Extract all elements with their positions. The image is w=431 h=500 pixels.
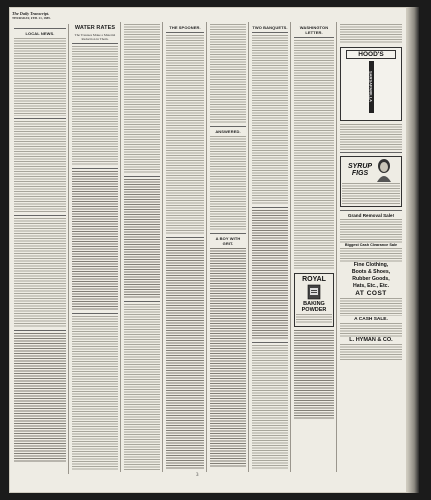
syrup-ad-line2: FIGS — [351, 170, 369, 177]
store-ad-line2: Biggest Cash Clearance Sale — [344, 243, 398, 247]
column-2-subhead: The Trustees Make a Material Reduction in Them. — [74, 33, 116, 41]
royal-ad-line2: BAKING — [303, 301, 325, 307]
store-ad-line7: AT COST — [355, 290, 387, 297]
article-text — [210, 136, 246, 231]
column-7-headline: WASHINGTON LETTER. — [299, 25, 329, 35]
article-text — [294, 330, 334, 420]
article-text — [252, 35, 288, 205]
article-text — [72, 316, 118, 470]
article-text — [124, 179, 160, 299]
girl-portrait-icon — [374, 158, 394, 182]
article-text — [210, 248, 246, 468]
page-edge-shadow — [407, 7, 419, 493]
syrup-ad-line1: SYRUP — [347, 163, 373, 170]
store-ad-line3: Fine Clothing, — [353, 262, 389, 268]
column-6-headline: TWO BANQUETS. — [252, 25, 288, 30]
divider — [14, 118, 66, 119]
royal-ad-line1: ROYAL — [302, 276, 326, 283]
column-4-headline: THE SPOONER. — [169, 25, 201, 30]
article-text — [252, 345, 288, 470]
royal-baking-powder-ad — [294, 273, 334, 327]
store-ad-line5: Rubber Goods, — [352, 276, 390, 282]
removal-sale-ad — [340, 213, 402, 360]
ad-text — [342, 183, 400, 205]
page-number: 3 — [196, 473, 199, 478]
column-2-headline: WATER RATES — [74, 25, 116, 31]
column-2 — [70, 22, 121, 472]
paper-name: The Daily Transcript. — [12, 11, 50, 16]
article-text — [166, 240, 204, 470]
store-ad-line4: Boots & Shoes, — [351, 269, 391, 275]
ad-text — [340, 124, 402, 150]
royal-baking-can-icon — [296, 284, 332, 300]
column-3 — [122, 22, 163, 472]
store-ad-line9: L. HYMAN & CO. — [349, 337, 393, 343]
column-5 — [208, 22, 249, 472]
hoods-ad-brand: HOOD'S — [346, 50, 396, 59]
divider — [166, 237, 204, 238]
ad-text — [340, 298, 402, 316]
article-text — [14, 333, 66, 463]
ad-text — [340, 323, 402, 337]
divider — [72, 313, 118, 314]
column-1 — [12, 24, 69, 474]
column-6 — [250, 22, 291, 472]
divider — [124, 301, 160, 302]
ad-text — [340, 24, 402, 44]
article-text — [166, 35, 204, 235]
article-text — [14, 38, 66, 116]
article-text — [124, 304, 160, 470]
column-8-ads — [338, 22, 404, 472]
article-text — [294, 40, 334, 270]
masthead-rule — [14, 28, 66, 29]
column-1-headline: LOCAL NEWS. — [25, 31, 55, 36]
divider — [14, 330, 66, 331]
article-text — [14, 121, 66, 213]
divider — [124, 176, 160, 177]
article-text — [72, 171, 118, 311]
syrup-of-figs-ad — [340, 156, 402, 207]
divider — [340, 152, 402, 153]
divider — [210, 233, 246, 234]
divider — [252, 32, 288, 33]
store-ad-line6: Hats, Etc., Etc. — [352, 283, 390, 289]
article-text — [72, 46, 118, 166]
column-7 — [292, 22, 337, 472]
column-4 — [164, 22, 207, 472]
divider — [294, 37, 334, 38]
ad-text — [296, 314, 332, 324]
column-5-headline-mid: ANSWERED. — [215, 129, 241, 134]
hoods-ad-product: SARSAPARILLA — [369, 61, 374, 113]
divider — [72, 43, 118, 44]
ad-text — [340, 248, 402, 262]
divider — [252, 207, 288, 208]
divider — [72, 168, 118, 169]
masthead — [12, 12, 76, 20]
article-text — [210, 24, 246, 124]
divider — [210, 126, 246, 127]
royal-ad-line3: POWDER — [301, 307, 327, 313]
article-text — [252, 210, 288, 340]
divider — [340, 210, 402, 211]
article-text — [124, 24, 160, 174]
divider — [252, 342, 288, 343]
dateline: THURSDAY, FEB. 21, 1889. — [12, 16, 51, 20]
column-5-headline-low: A BOY WITH GRIT. — [215, 236, 241, 246]
store-ad-line1: Grand Removal Sale! — [347, 213, 395, 218]
ad-text — [340, 219, 402, 243]
hoods-sarsaparilla-ad — [340, 47, 402, 121]
ad-text — [340, 344, 402, 360]
store-ad-line8: A CASH SALE. — [354, 317, 388, 322]
divider — [14, 215, 66, 216]
divider — [166, 32, 204, 33]
article-text — [14, 218, 66, 328]
